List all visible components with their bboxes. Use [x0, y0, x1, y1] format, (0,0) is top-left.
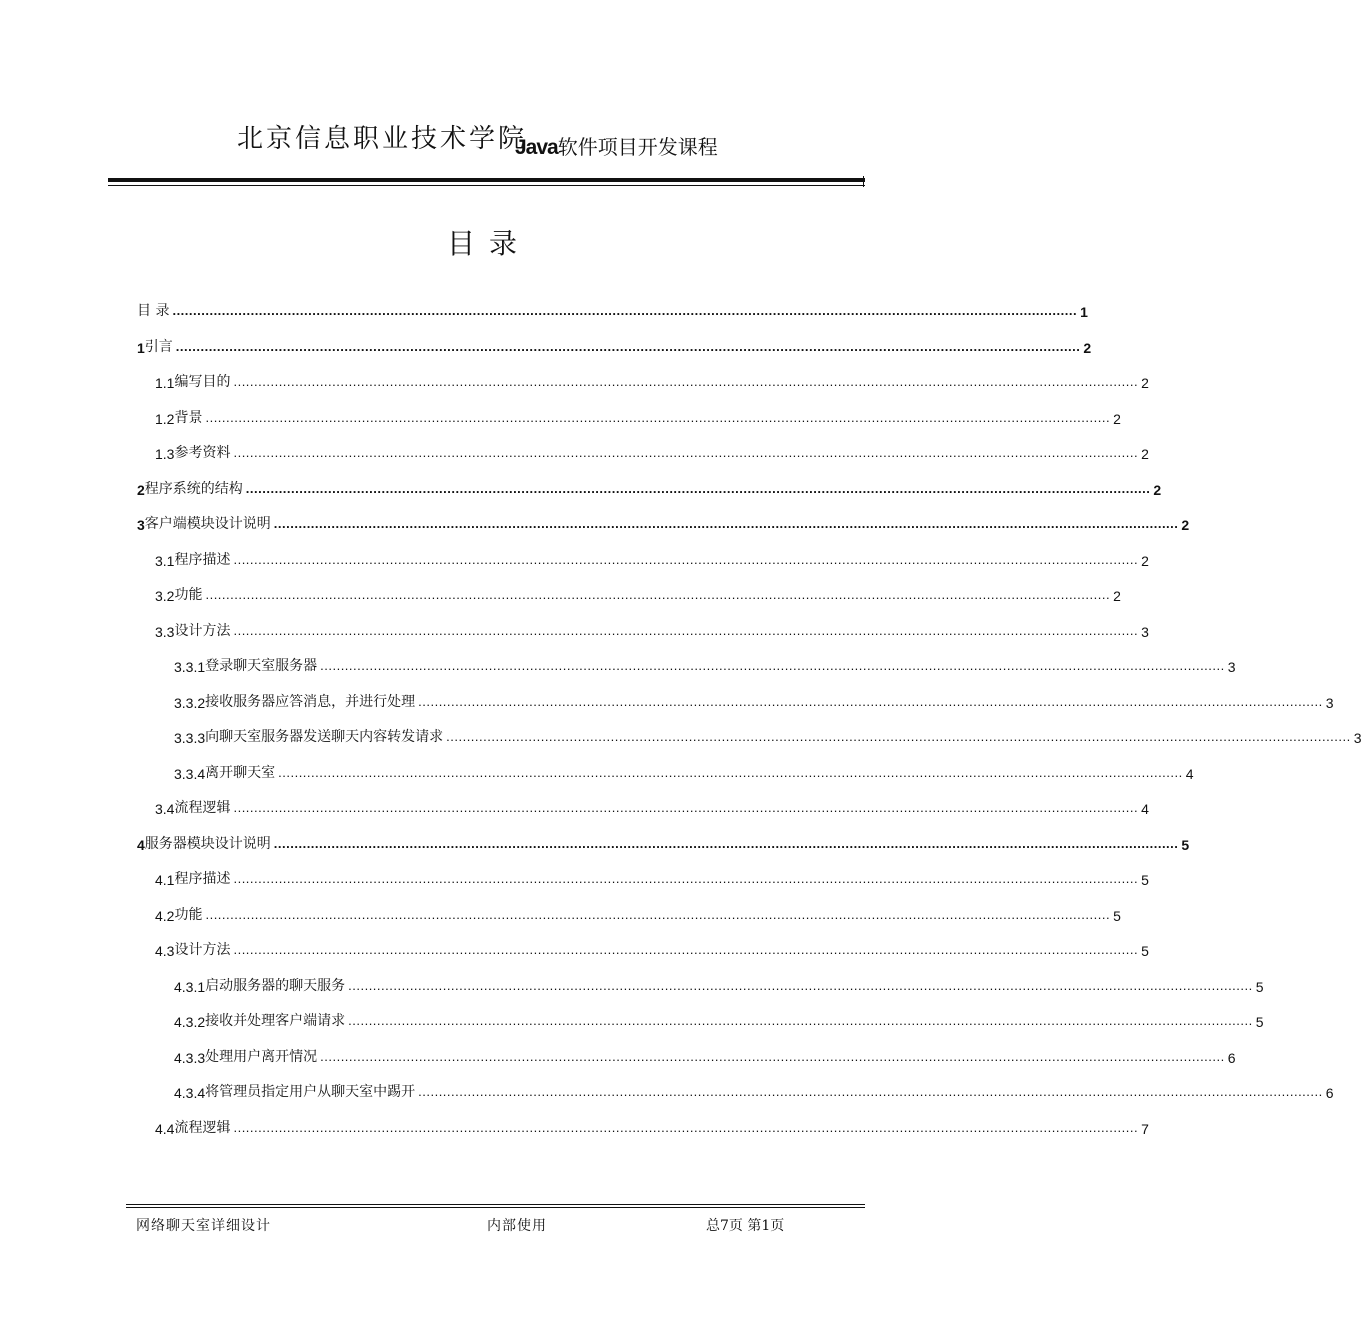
header-rule-thin [108, 185, 865, 186]
toc-dot-leader: ............................................................................................................................................................................................................................ [233, 551, 1139, 567]
toc-entry-title: 服务器模块设计说明 [144, 835, 271, 852]
toc-dot-leader: ............................................................................................................................................................................................................................ [233, 800, 1139, 815]
toc-dot-leader: ............................................................................................................................................................................................................................ [245, 480, 1151, 496]
toc-entry-page: 2 [1181, 517, 1190, 533]
toc-entry[interactable] [155, 797, 1149, 817]
toc-entry[interactable] [155, 549, 1149, 569]
toc-dot-leader: ............................................................................................................................................................................................................................ [205, 587, 1111, 602]
toc-dot-leader: ............................................................................................................................................................................................................................ [233, 622, 1139, 638]
toc-entry-title: 程序描述 [174, 871, 231, 887]
toc-entry-number: 3.4 [155, 801, 175, 817]
toc-entry[interactable] [155, 442, 1149, 462]
toc-entry-title: 向聊天室服务器发送聊天内容转发请求 [205, 729, 444, 745]
toc-entry-number: 4.3.4 [174, 1085, 206, 1101]
toc-entry-title: 功能 [174, 587, 203, 603]
toc-entry-number: 4.4 [155, 1120, 175, 1137]
toc-entry[interactable] [174, 1010, 1264, 1030]
toc-entry[interactable] [155, 407, 1121, 427]
toc-dot-leader: ............................................................................................................................................................................................................................ [205, 409, 1111, 425]
toc-dot-leader: ............................................................................................................................................................................................................................ [233, 871, 1139, 886]
toc-entry[interactable] [155, 371, 1149, 391]
toc-entry-page: 2 [1113, 410, 1121, 427]
toc-entry-number: 3.2 [155, 588, 175, 604]
toc-entry[interactable] [174, 691, 1334, 711]
toc-dot-leader: ............................................................................................................................................................................................................................ [418, 693, 1323, 709]
toc-entry[interactable] [174, 762, 1194, 782]
header-rule-thick [108, 178, 865, 182]
footer-usage: 内部使用 [487, 1218, 547, 1234]
toc-entry-page: 2 [1141, 375, 1149, 391]
toc-entry-number: 3.3.3 [174, 730, 206, 746]
toc-entry-page: 3 [1325, 694, 1334, 711]
toc-entry-page: 5 [1255, 1014, 1264, 1030]
toc-entry-title: 引言 [144, 338, 173, 355]
toc-entry-number: 4.3.1 [174, 978, 206, 995]
toc-entry-title: 登录聊天室服务器 [205, 658, 318, 674]
toc-entry[interactable] [174, 655, 1236, 675]
toc-entry-page: 6 [1227, 1049, 1236, 1066]
footer-document-name: 网络聊天室详细设计 [136, 1218, 271, 1234]
toc-entry-page: 2 [1141, 552, 1149, 569]
toc-entry-page: 3 [1227, 659, 1236, 675]
toc-entry-page: 1 [1080, 304, 1088, 320]
toc-dot-leader: ............................................................................................................................................................................................................................ [446, 729, 1351, 744]
toc-entry-page: 5 [1113, 907, 1121, 924]
toc-dot-leader: ............................................................................................................................................................................................................................ [418, 1084, 1323, 1099]
toc-entry-title: 设计方法 [174, 942, 231, 958]
toc-entry[interactable] [155, 868, 1149, 888]
toc-entry-title: 功能 [174, 906, 203, 923]
footer-rule-bottom [126, 1207, 865, 1208]
toc-entry-title: 程序描述 [174, 551, 231, 568]
footer-rule-top [126, 1204, 865, 1205]
toc-entry[interactable] [155, 904, 1121, 924]
toc-entry-page: 2 [1153, 481, 1162, 498]
toc-entry-page: 5 [1141, 872, 1149, 888]
toc-entry[interactable] [174, 1081, 1334, 1101]
toc-entry-page: 5 [1141, 943, 1149, 959]
toc-entry-title: 流程逻辑 [174, 1119, 231, 1136]
toc-entry-number: 3 [137, 517, 145, 533]
toc-entry[interactable] [174, 726, 1362, 746]
footer-page-count: 总7页 第1页 [706, 1218, 785, 1234]
toc-entry-page: 2 [1113, 588, 1121, 604]
toc-dot-leader: ............................................................................................................................................................................................................................ [233, 445, 1139, 460]
toc-entry-title: 设计方法 [174, 622, 231, 639]
toc-dot-leader: ............................................................................................................................................................................................................................ [348, 977, 1253, 993]
toc-entry-title: 参考资料 [174, 445, 231, 461]
toc-entry-title: 客户端模块设计说明 [144, 516, 271, 532]
toc-entry-page: 6 [1325, 1085, 1334, 1101]
toc-entry-page: 4 [1185, 765, 1194, 782]
toc-entry[interactable] [155, 939, 1149, 959]
toc-dot-leader: ............................................................................................................................................................................................................................ [233, 942, 1139, 957]
toc-entry-number: 3.3.4 [174, 765, 206, 782]
toc-entry[interactable] [155, 1117, 1149, 1137]
toc-dot-leader: ............................................................................................................................................................................................................................ [278, 764, 1183, 780]
toc-entry-title: 启动服务器的聊天服务 [205, 977, 346, 994]
toc-entry-title: 流程逻辑 [174, 800, 231, 816]
toc-entry-number: 4.3 [155, 943, 175, 959]
toc-entry-number: 目 录 [137, 303, 170, 319]
toc-entry-number: 4.2 [155, 907, 175, 924]
toc-heading: 目录 [446, 227, 531, 260]
toc-entry-page: 4 [1141, 801, 1149, 817]
toc-entry-page: 7 [1141, 1120, 1149, 1137]
toc-dot-leader: ............................................................................................................................................................................................................................ [172, 303, 1078, 318]
toc-dot-leader: ............................................................................................................................................................................................................................ [233, 1119, 1139, 1135]
toc-dot-leader: ............................................................................................................................................................................................................................ [175, 338, 1081, 354]
toc-dot-leader: ............................................................................................................................................................................................................................ [273, 835, 1179, 851]
toc-entry-title: 将管理员指定用户从聊天室中踢开 [205, 1084, 416, 1100]
toc-entry-number: 4 [137, 836, 145, 853]
toc-entry-page: 2 [1083, 339, 1092, 356]
toc-entry-number: 3.3 [155, 623, 175, 640]
toc-entry-title: 接收服务器应答消息，并进行处理 [205, 693, 416, 710]
toc-dot-leader: ............................................................................................................................................................................................................................ [320, 1048, 1225, 1064]
toc-entry-page: 5 [1181, 836, 1190, 853]
toc-entry[interactable] [137, 300, 1088, 320]
toc-entry-number: 1.3 [155, 446, 175, 462]
toc-entry[interactable] [137, 336, 1092, 356]
toc-dot-leader: ............................................................................................................................................................................................................................ [273, 516, 1179, 531]
toc-dot-leader: ............................................................................................................................................................................................................................ [205, 906, 1111, 922]
toc-entry-title: 程序系统的结构 [144, 480, 243, 497]
toc-entry-page: 5 [1255, 978, 1264, 995]
toc-entry[interactable] [137, 513, 1190, 533]
toc-entry-number: 3.3.2 [174, 694, 206, 711]
toc-entry-number: 1.2 [155, 410, 175, 427]
toc-dot-leader: ............................................................................................................................................................................................................................ [233, 374, 1139, 389]
toc-entry[interactable] [137, 833, 1190, 853]
course-subtitle-java: Java [515, 136, 558, 159]
toc-entry[interactable] [155, 620, 1149, 640]
toc-entry-title: 编写目的 [174, 374, 231, 390]
toc-entry-page: 2 [1141, 446, 1149, 462]
toc-entry[interactable] [174, 1046, 1236, 1066]
toc-entry-title: 背景 [174, 409, 203, 426]
toc-entry[interactable] [137, 478, 1162, 498]
toc-entry-number: 1 [137, 339, 145, 356]
toc-entry-title: 接收并处理客户端请求 [205, 1013, 346, 1029]
toc-entry-number: 4.3.2 [174, 1014, 206, 1030]
toc-entry[interactable] [155, 584, 1121, 604]
toc-entry-number: 3.3.1 [174, 659, 206, 675]
toc-entry-number: 1.1 [155, 375, 175, 391]
toc-dot-leader: ............................................................................................................................................................................................................................ [348, 1013, 1253, 1028]
toc-entry-page: 3 [1353, 730, 1362, 746]
toc-entry-title: 处理用户离开情况 [205, 1048, 318, 1065]
toc-entry[interactable] [174, 975, 1264, 995]
toc-entry-number: 4.1 [155, 872, 175, 888]
toc-entry-title: 离开聊天室 [205, 764, 276, 781]
toc-entry-page: 3 [1141, 623, 1149, 640]
toc-dot-leader: ............................................................................................................................................................................................................................ [320, 658, 1225, 673]
course-subtitle-text: 软件项目开发课程 [557, 135, 718, 159]
toc-entry-number: 2 [137, 481, 145, 498]
toc-entry-number: 4.3.3 [174, 1049, 206, 1066]
course-subtitle [515, 131, 718, 160]
header-rule-tick [863, 176, 864, 187]
toc-entry-number: 3.1 [155, 552, 175, 569]
institution-title: 北京信息职业技术学院 [237, 124, 528, 154]
